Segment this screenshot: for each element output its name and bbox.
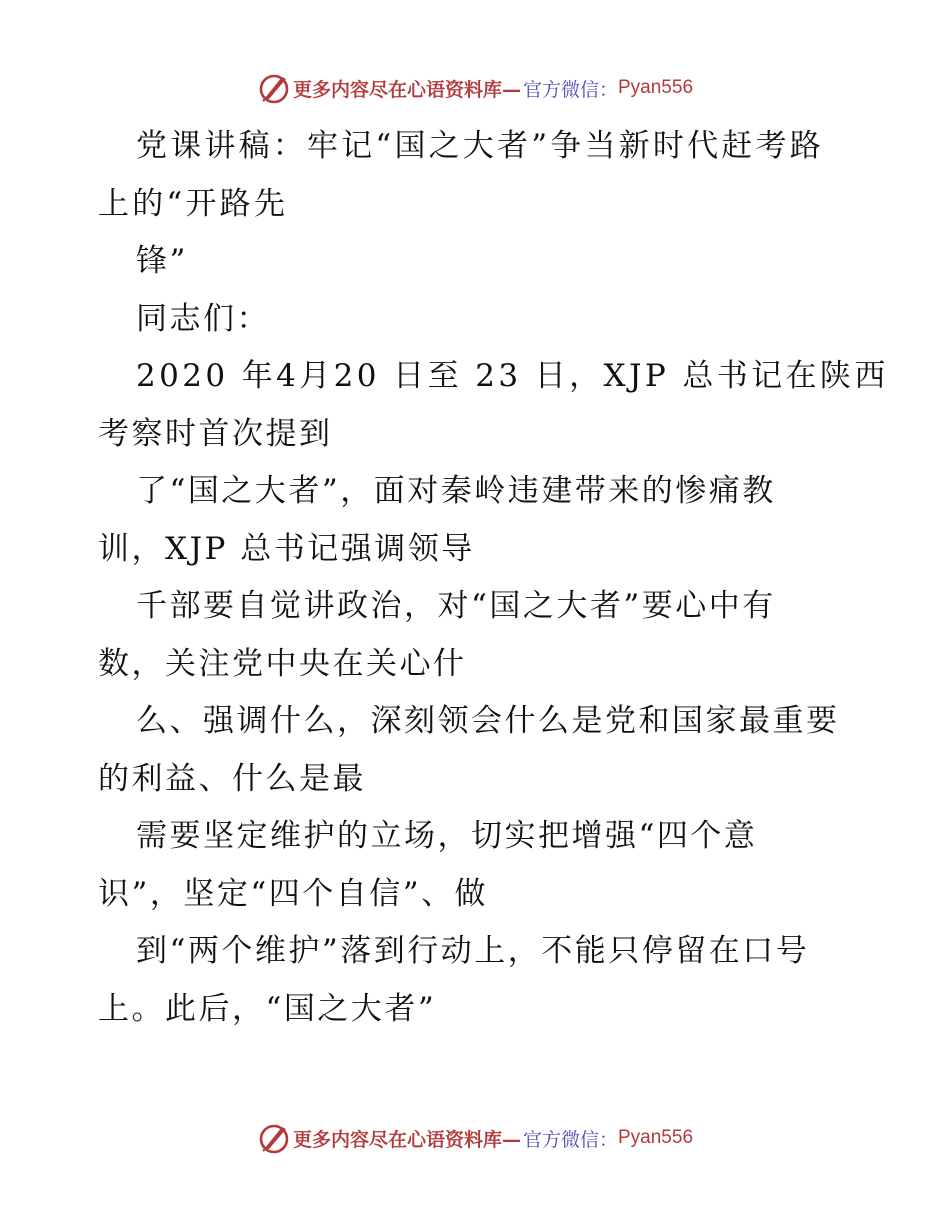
paragraph-line: 么、强调什么，深刻领会什么是党和国家最重要 <box>136 703 840 739</box>
footer-banner <box>0 1118 950 1158</box>
banner-text: 更多内容尽在心语资料库— <box>292 78 521 101</box>
header-banner <box>0 68 950 108</box>
wechat-id: Pyan556 <box>618 77 694 98</box>
paragraph-line: 考察时首次提到 <box>98 415 333 452</box>
paragraph-line: 识”，坚定“四个自信”、做 <box>98 875 489 912</box>
title-line-1: 党课讲稿：牢记“国之大者”争当新时代赶考路 <box>136 128 824 164</box>
wechat-label: 官方微信： <box>522 78 618 101</box>
title-line-3: 锋” <box>136 243 188 279</box>
wechat-label: 官方微信： <box>522 1128 618 1151</box>
salutation: 同志们： <box>136 300 270 337</box>
paragraph-line: 到“两个维护”落到行动上，不能只停留在口号 <box>136 933 810 969</box>
paragraph-line: 了“国之大者”，面对秦岭违建带来的惨痛教 <box>136 473 776 509</box>
quill-pen-seal-icon <box>257 71 291 105</box>
paragraph-line: 需要坚定维护的立场，切实把增强“四个意 <box>136 818 758 854</box>
paragraph-line: 的利益、什么是最 <box>98 760 366 797</box>
document-body <box>98 118 889 1038</box>
paragraph-line: 上。此后，“国之大者” <box>98 990 437 1027</box>
paragraph-line: 训，XJP 总书记强调领导 <box>98 530 475 567</box>
quill-pen-seal-icon <box>257 1121 291 1155</box>
banner-text: 更多内容尽在心语资料库— <box>292 1128 521 1151</box>
title-line-2: 上的“开路先 <box>98 185 289 222</box>
wechat-id: Pyan556 <box>618 1127 694 1148</box>
paragraph-line: 数，关注党中央在关心什 <box>98 645 467 682</box>
paragraph-line: 千部要自觉讲政治，对“国之大者”要心中有 <box>136 588 776 624</box>
paragraph-line: 2020 年4月20 日至 23 日，XJP 总书记在陕西 <box>136 358 889 394</box>
